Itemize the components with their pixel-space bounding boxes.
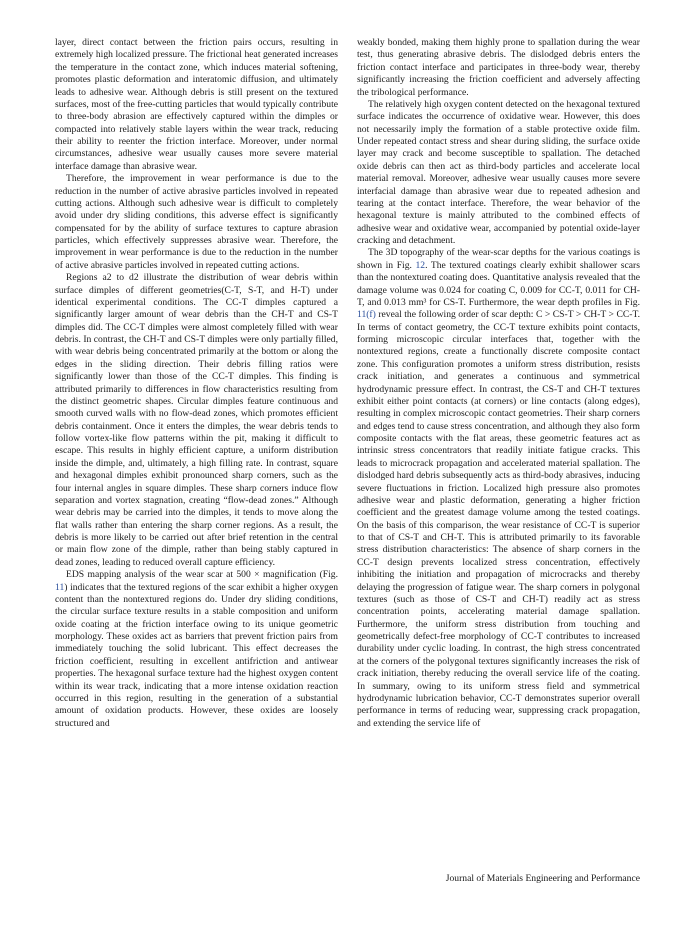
left-paragraph-1: layer, direct contact between the friction pairs occurs, resulting in extremely high localized pressure. The frictional heat generated increases the temperature in the contact zone, which induces material softening, promotes plastic deformation and interatomic diffusion, and ultimately leads to adhesive wear. Although debris is still present on the textured surfaces, most of the free-cutting particles that would typically contribute to three-body abrasion are effectively captured within the dimples or compacted into relatively stable layers within the wear track, reducing their ability to reenter the friction interface. Moreover, under normal circumstances, adhesive wear usually causes more severe material interface damage than abrasive wear. xyxy=(55,37,338,172)
right-column xyxy=(357,37,640,730)
right-paragraph-2: The relatively high oxygen content detected on the hexagonal textured surface indicates the occurrence of oxidative wear. However, this does not necessarily imply the formation of a stable protective oxide film. Under repeated contact stress and shear during sliding, the surface oxide layer may crack and become susceptible to spallation. The detached oxide debris can then act as third-body particles and accelerate local material removal. Moreover, adhesive wear usually causes more severe interfacial damage than abrasive wear due to repeated adhesion and tearing at the contact interface. Therefore, the wear behavior of the hexagonal texture is mainly attributed to the combined effects of adhesive wear and oxidative wear, accompanied by potential oxide-layer cracking and detachment. xyxy=(357,98,640,246)
figure-11f-link[interactable]: 11(f) xyxy=(357,309,376,321)
left-paragraph-3: Regions a2 to d2 illustrate the distribution of wear debris within surface dimples of different geometries(C-T, S-T, and H-T) under identical experimental conditions. The CC-T dimples captured a significantly larger amount of wear debris than the CH-T and CS-T dimples did. The CC-T dimples were almost completely filled with wear debris. In contrast, the CH-T and CS-T dimples were only partially filled, with wear debris being concentrated primarily at the bottom or along the edges in the sliding direction. Their debris filling ratios were significantly lower than those of the CC-T dimples. This finding is attributed primarily to differences in flow characteristics resulting from the distinct geometric shapes. Circular dimples feature continuous and smooth curved walls with no flow-dead zones, which promotes efficient debris containment. Once it enters the dimples, the wear debris tends to follow vortex-like flow patterns within the pit, making it difficult to escape. This results in highly efficient capture, a uniform distribution inside the dimple, and, ultimately, a high filling rate. In contrast, square and hexagonal dimples exhibit pronounced sharp corners, such as the four internal angles in square dimples. These sharp corners induce flow separation and vortex stagnation, creating “flow-dead zones.” Although wear debris may be carried into the dimples, it tends to move along the flat walls rather than entering the sharp corner regions. As a result, the debris is more likely to be carried out after brief retention in the central or main flow zone of the dimple, rather than being stably captured in dead zones, leading to reduced overall capture efficiency. xyxy=(55,272,338,568)
right-paragraph-3-text-c: reveal the following order of scar depth: C > CS-T > CH-T > CC-T. In terms of contact geometry, the CC-T texture exhibits point contacts, forming microscopic circular interfaces that, together with the nontextured regions, create a functionally discrete composite contact zone. This configuration promotes a uniform stress distribution, resists crack initiation, and generates a continuous and symmetrical hydrodynamic pressure effect. In contrast, the CS-T and CH-T textures exhibit either point contacts (at corners) or line contacts (along edges), resulting in complex microscopic contact geometries. Their sharp corners and edges tend to cause stress concentration, and although they also form composite contacts with the flat areas, these geometric features act as intrinsic stress concentrators that readily initiate fatigue cracks. This leads to microcrack propagation and accelerated material spallation. The dislodged hard debris subsequently acts as third-body abrasives, inducing severe fluctuations in friction. Localized high pressure also promotes adhesive wear and plastic deformation, generating a higher friction coefficient and the greatest damage volume among the tested coatings. On the basis of this comparison, the wear resistance of CC-T is superior to that of CS-T and CH-T. This is attributed primarily to its favorable stress distribution characteristics: The absence of sharp corners in the CC-T design prevents localized stress concentration, effectively inhibiting the initiation and propagation of microcracks and thereby delaying the progression of fatigue wear. The sharp corners in polygonal textures (such as those of CS-T and CH-T) readily act as stress concentration points, accelerating material damage spallation. Furthermore, the uniform stress distribution from touching and geometrically defect-free morphology of CC-T contributes to increased durability under cyclic loading. In contrast, the high stress concentrated at the corners of the polygonal textures significantly increases the risk of crack initiation, thereby reducing the overall service life of the coating. In summary, owing to its uniform stress field and symmetrical hydrodynamic lubrication behavior, CC-T demonstrates superior overall performance in terms of reducing wear, suppressing crack propagation, and extending the service life of xyxy=(357,309,640,729)
right-paragraph-3 xyxy=(357,247,640,730)
left-paragraph-2: Therefore, the improvement in wear performance is due to the reduction in the number of active abrasive particles involved in repeated cutting actions. Although such adhesive wear is difficult to completely avoid under dry sliding conditions, this adverse effect is significantly compensated for by the ability of surface textures to capture abrasion particles, which effectively suppresses abrasive wear. Therefore, the improvement in wear performance is due to the reduction in the number of active abrasive particles involved in repeated cutting actions. xyxy=(55,173,338,271)
left-paragraph-4 xyxy=(55,569,338,730)
figure-11-link[interactable]: 11 xyxy=(55,581,65,593)
left-paragraph-4-text-b: ) indicates that the textured regions of the scar exhibit a higher oxygen content than the nontextured regions do. Under dry sliding conditions, the circular surface texture results in a stable composition and uniform oxide coating at the friction interface owing to its unique geometric morphology. These oxides act as barriers that prevent friction pairs from immediately touching the solid lubricant. This effect decreases the friction coefficient, resulting in excellent antifriction and antiwear properties. The hexagonal surface texture had the highest oxygen content within its wear track, indicating that a more intense oxidation reaction occurred in this region, resulting in the generation of a substantial amount of oxidation products. However, these oxides are loosely structured and xyxy=(55,581,338,729)
journal-footer: Journal of Materials Engineering and Performance xyxy=(445,873,640,884)
left-paragraph-4-text-a: EDS mapping analysis of the wear scar at 500 × magnification (Fig. xyxy=(66,569,338,581)
right-paragraph-3-text-a: The 3D topography of the wear-scar depths for the various coatings is shown in Fig. xyxy=(357,247,640,271)
right-paragraph-1: weakly bonded, making them highly prone to spallation during the wear test, thus generating abrasive debris. The dislodged debris enters the friction contact interface and participates in three-body wear, thereby significantly increasing the friction coefficient and adversely affecting the tribological performance. xyxy=(357,37,640,98)
right-paragraph-3-text-b: . The textured coatings clearly exhibit shallower scars than the nontextured coating does. Quantitative analysis revealed that the damage volume was 0.024 for coating C, 0.009 for CC-T, 0.011 for CH-T, and 0.013 mm³ for CS-T. Furthermore, the wear depth profiles in Fig. xyxy=(357,259,640,308)
figure-12-link[interactable]: 12 xyxy=(415,259,426,271)
left-column xyxy=(55,37,338,730)
